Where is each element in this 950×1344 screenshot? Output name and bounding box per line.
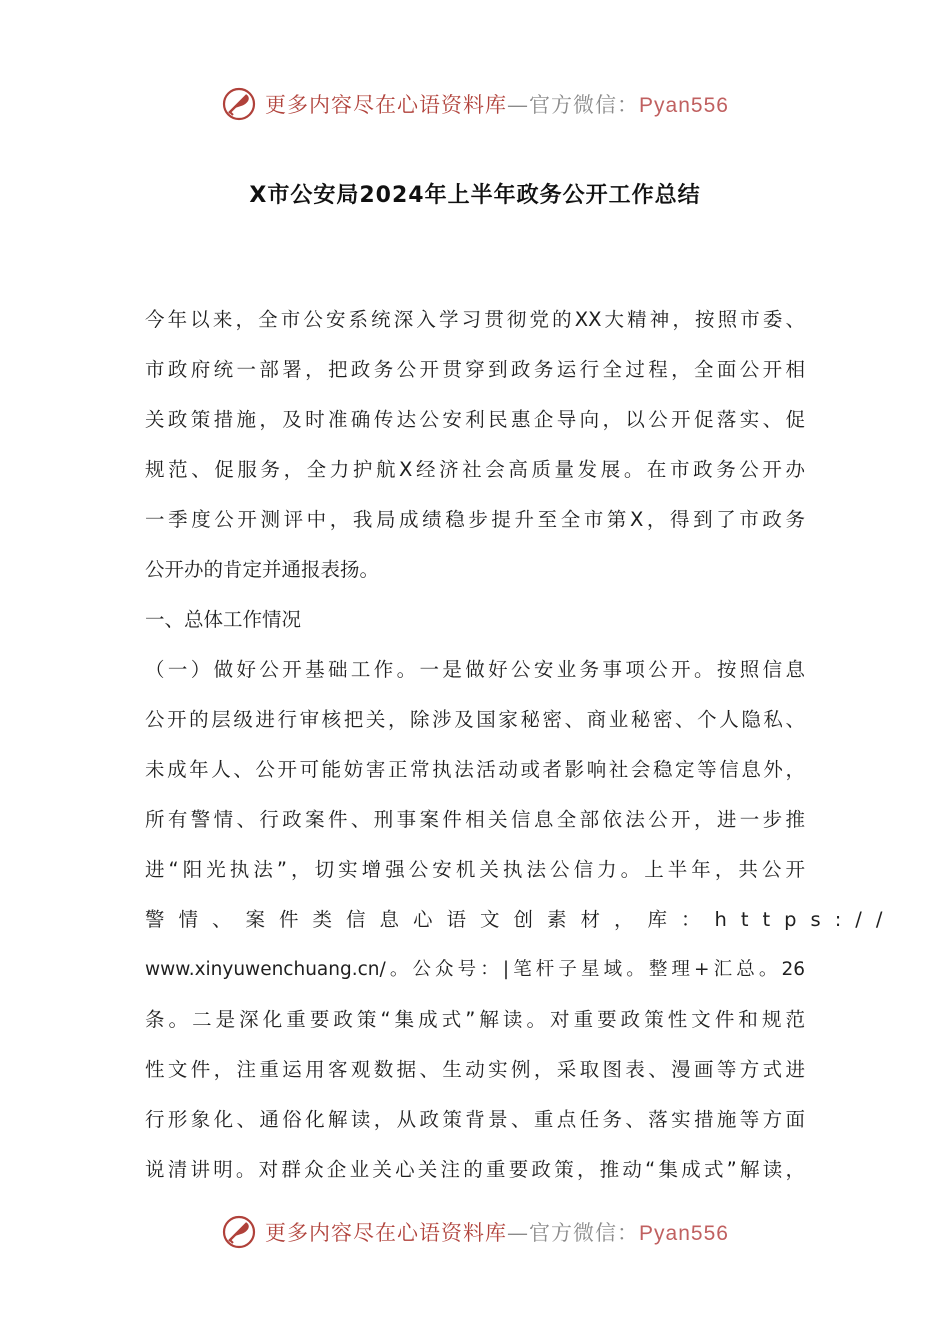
body-line: 公开的层级进行审核把关，除涉及国家秘密、商业秘密、个人隐私、	[145, 708, 805, 731]
footer-banner	[0, 1210, 950, 1254]
header-banner	[0, 82, 950, 126]
footer-banner-main: 更多内容尽在心语资料库	[265, 1221, 508, 1245]
document-body	[145, 295, 897, 1195]
footer-banner-wechat-id: Pyan556	[639, 1222, 729, 1245]
section-heading: 一、总体工作情况	[145, 608, 302, 631]
body-line: 警情、案件类信息心语文创素材，库：https://	[145, 908, 897, 931]
body-line: 行形象化、通俗化解读，从政策背景、重点任务、落实措施等方面	[145, 1108, 805, 1131]
body-line: 关政策措施，及时准确传达公安利民惠企导向，以公开促落实、促	[145, 408, 805, 431]
body-line: 一季度公开测评中，我局成绩稳步提升至全市第X，得到了市政务	[145, 508, 805, 531]
footer-banner-text	[265, 1217, 729, 1247]
quill-logo-icon	[221, 1214, 257, 1250]
header-banner-text	[265, 89, 729, 119]
body-line: 规范、促服务，全力护航X经济社会高质量发展。在市政务公开办	[145, 458, 805, 481]
body-line: （一）做好公开基础工作。一是做好公安业务事项公开。按照信息	[145, 658, 805, 681]
body-line: 进“阳光执法”，切实增强公安机关执法公信力。上半年，共公开	[145, 858, 805, 881]
header-banner-main: 更多内容尽在心语资料库	[265, 93, 508, 117]
body-line: 公开办的肯定并通报表扬。	[145, 558, 380, 581]
header-banner-wechat-label: 官方微信：	[529, 93, 640, 117]
header-banner-wechat-id: Pyan556	[639, 94, 729, 117]
body-line: 今年以来，全市公安系统深入学习贯彻党的XX大精神，按照市委、	[145, 308, 805, 331]
body-line: 未成年人、公开可能妨害正常执法活动或者影响社会稳定等信息外，	[145, 758, 805, 781]
quill-logo-icon	[221, 86, 257, 122]
body-line: 说清讲明。对群众企业关心关注的重要政策，推动“集成式”解读，	[145, 1158, 805, 1181]
header-banner-dash: —	[507, 93, 530, 117]
body-line: 性文件，注重运用客观数据、生动实例，采取图表、漫画等方式进	[145, 1058, 805, 1081]
body-line: 条。二是深化重要政策“集成式”解读。对重要政策性文件和规范	[145, 1008, 805, 1031]
body-line: 市政府统一部署，把政务公开贯穿到政务运行全过程，全面公开相	[145, 358, 805, 381]
body-line: www.xinyuwenchuang.cn/。公众号：|笔杆子星域。整理+汇总。26	[145, 959, 805, 980]
document-title: X市公安局2024年上半年政务公开工作总结	[249, 183, 701, 208]
footer-banner-dash: —	[507, 1221, 530, 1245]
body-line: 所有警情、行政案件、刑事案件相关信息全部依法公开，进一步推	[145, 808, 805, 831]
footer-banner-wechat-label: 官方微信：	[529, 1221, 640, 1245]
